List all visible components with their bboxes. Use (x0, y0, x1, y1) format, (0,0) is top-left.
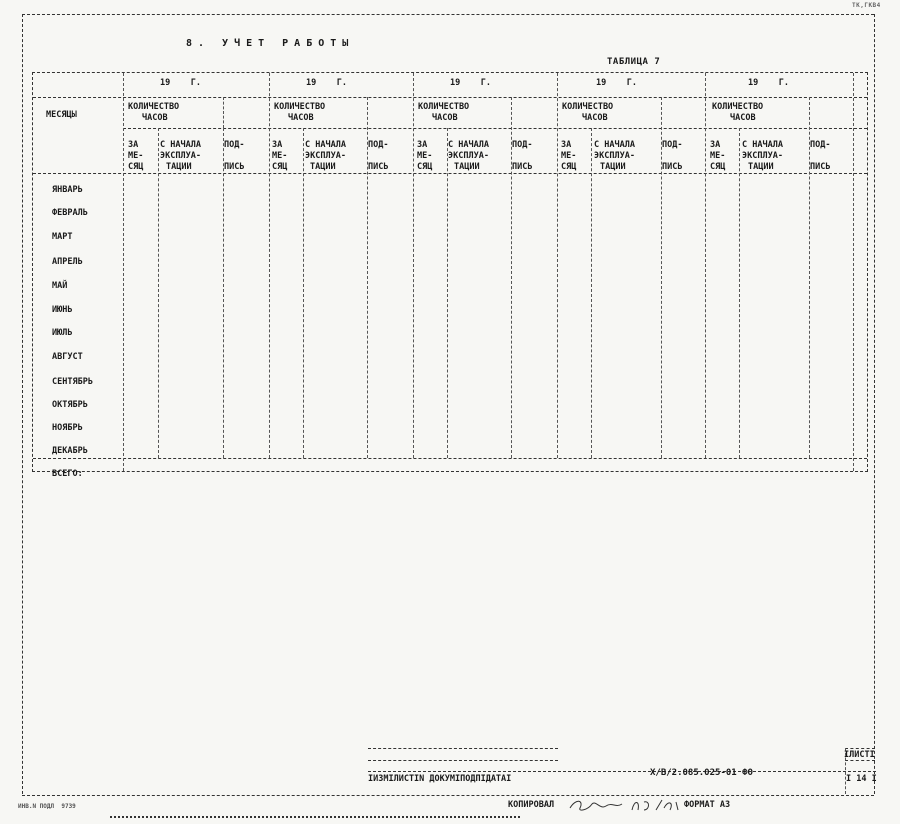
copied-label: КОПИРОВАЛ (508, 800, 555, 810)
col-line (123, 73, 124, 471)
sub-since-3c: ТАЦИИ (454, 162, 480, 172)
sub-sign-3a: ПОД- (512, 140, 533, 150)
sub-month-2b: МЕ- (272, 151, 288, 161)
col-line (853, 73, 854, 471)
sub-sign-5a: ПОД- (810, 140, 831, 150)
year-header-4: 19 Г. (596, 78, 637, 88)
hours-header-5b: ЧАСОВ (730, 113, 756, 123)
work-log-table (32, 72, 868, 472)
sheet-box-mid (845, 760, 875, 761)
sub-month-4b: МЕ- (561, 151, 577, 161)
month-row-10: ОКТЯБРЬ (52, 400, 88, 410)
month-row-2: ФЕВРАЛЬ (52, 208, 88, 218)
inventory-number: ИНВ.N ПОДЛ 9739 (18, 803, 76, 810)
sub-sign-1a: ПОД- (224, 140, 245, 150)
sub-since-3a: С НАЧАЛА (448, 140, 489, 150)
hours-header-3: КОЛИЧЕСТВО (418, 102, 470, 112)
total-row-label: ВСЕГО: (52, 469, 83, 479)
col-line (269, 73, 270, 458)
year-header-2: 19 Г. (306, 78, 347, 88)
month-row-12: ДЕКАБРЬ (52, 446, 88, 456)
col-line (367, 97, 368, 458)
sub-since-2b: ЭКСПЛУА- (305, 151, 346, 161)
sub-sign-2b: ПИСЬ (368, 162, 389, 172)
month-row-9: СЕНТЯБРЬ (52, 377, 93, 387)
hours-header-2b: ЧАСОВ (288, 113, 314, 123)
sub-month-5a: ЗА (710, 140, 721, 150)
hours-header-2: КОЛИЧЕСТВО (274, 102, 326, 112)
table-label: ТАБЛИЦА 7 (607, 57, 661, 67)
sheet-box-top (845, 748, 875, 749)
col-line (557, 73, 558, 458)
sub-sign-4b: ПИСЬ (662, 162, 683, 172)
sub-month-2c: СЯЦ (272, 162, 288, 172)
sub-month-4c: СЯЦ (561, 162, 577, 172)
sub-since-3b: ЭКСПЛУА- (448, 151, 489, 161)
month-column-header: МЕСЯЦЫ (46, 110, 77, 120)
outer-frame-right (874, 14, 875, 794)
sub-since-1b: ЭКСПЛУА- (160, 151, 201, 161)
year-header-1: 19 Г. (160, 78, 201, 88)
copier-signature (566, 796, 626, 816)
hours-header-4: КОЛИЧЕСТВО (562, 102, 614, 112)
month-row-3: МАРТ (52, 232, 73, 242)
sub-month-1a: ЗА (128, 140, 139, 150)
col-line (303, 128, 304, 458)
hours-header-3b: ЧАСОВ (432, 113, 458, 123)
copy-date-handwriting (626, 796, 682, 816)
month-row-4: АПРЕЛЬ (52, 257, 83, 267)
month-row-7: ИЮЛЬ (52, 328, 73, 338)
sub-since-5a: С НАЧАЛА (742, 140, 783, 150)
stamp-line-1 (368, 748, 558, 749)
sub-since-5c: ТАЦИИ (748, 162, 774, 172)
sub-month-2a: ЗА (272, 140, 283, 150)
hours-header-1: КОЛИЧЕСТВО (128, 102, 180, 112)
sub-sign-3b: ПИСЬ (512, 162, 533, 172)
month-row-8: АВГУСТ (52, 352, 83, 362)
col-line (511, 97, 512, 458)
sub-since-4c: ТАЦИИ (600, 162, 626, 172)
total-divider (33, 458, 867, 459)
document-code: Х/В/2.085.025-01 ФО (650, 768, 753, 778)
format-label: ФОРМАТ А3 (684, 800, 731, 810)
col-line (158, 128, 159, 458)
corner-mark: ТК,ГКВ4 (852, 2, 881, 9)
sub-since-5b: ЭКСПЛУА- (742, 151, 783, 161)
sub-month-5c: СЯЦ (710, 162, 726, 172)
sub-month-3a: ЗА (417, 140, 428, 150)
sub-month-1b: МЕ- (128, 151, 144, 161)
sub-since-1c: ТАЦИИ (166, 162, 192, 172)
sub-sign-5b: ПИСЬ (810, 162, 831, 172)
sub-since-1a: С НАЧАЛА (160, 140, 201, 150)
sub-since-2a: С НАЧАЛА (305, 140, 346, 150)
stamp-divider (368, 771, 876, 772)
month-row-1: ЯНВАРЬ (52, 185, 83, 195)
month-row-6: ИЮНЬ (52, 305, 73, 315)
sub-month-5b: МЕ- (710, 151, 726, 161)
sub-since-2c: ТАЦИИ (310, 162, 336, 172)
col-line (705, 73, 706, 458)
month-row-11: НОЯБРЬ (52, 423, 83, 433)
stamp-labels: IИЗМIЛИСТIN ДОКУМIПОДПIДАТАI (368, 774, 512, 784)
sub-sign-2a: ПОД- (368, 140, 389, 150)
hours-header-5: КОЛИЧЕСТВО (712, 102, 764, 112)
sheet-number: I 14 I (846, 774, 877, 784)
sub-since-4a: С НАЧАЛА (594, 140, 635, 150)
page-title: 8. УЧЕТ РАБОТЫ (186, 38, 355, 49)
col-line (223, 128, 224, 458)
year-header-5: 19 Г. (748, 78, 789, 88)
sub-month-4a: ЗА (561, 140, 572, 150)
month-row-5: МАЙ (52, 281, 68, 291)
outer-frame-left (22, 14, 23, 794)
col-line (447, 128, 448, 458)
col-line (223, 97, 224, 128)
sub-month-3b: МЕ- (417, 151, 433, 161)
bottom-perforation (110, 816, 520, 818)
sub-sign-4a: ПОД- (662, 140, 683, 150)
year-header-3: 19 Г. (450, 78, 491, 88)
col-line (661, 97, 662, 458)
hours-header-4b: ЧАСОВ (582, 113, 608, 123)
sub-month-1c: СЯЦ (128, 162, 144, 172)
col-line (739, 128, 740, 458)
col-line (413, 73, 414, 458)
header-divider-2 (123, 128, 867, 129)
sheet-label: IЛИСТI (844, 750, 875, 760)
sub-sign-1b: ПИСЬ (224, 162, 245, 172)
sub-since-4b: ЭКСПЛУА- (594, 151, 635, 161)
stamp-line-2 (368, 760, 558, 761)
col-line (809, 97, 810, 458)
header-divider-1 (33, 97, 867, 98)
hours-header-1b: ЧАСОВ (142, 113, 168, 123)
sub-month-3c: СЯЦ (417, 162, 433, 172)
col-line (591, 128, 592, 458)
